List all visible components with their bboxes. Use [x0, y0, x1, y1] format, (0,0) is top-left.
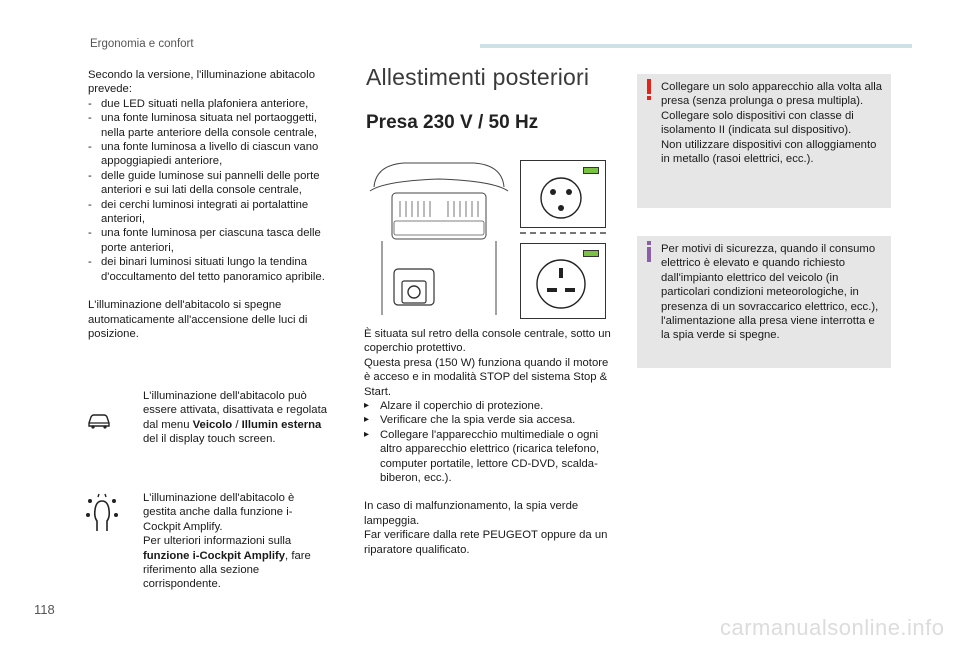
list-item: ▸ Alzare il coperchio di protezione. [364, 400, 544, 413]
socket-heading: Presa 230 V / 50 Hz [366, 112, 539, 133]
service-text: Far verificare dalla rete PEUGEOT oppure da un riparatore qualificato. [364, 529, 608, 556]
list-item: ▸ Verificare che la spia verde sia accesa. [364, 414, 576, 427]
section-title: Ergonomia e confort [90, 38, 194, 50]
note-touchscreen: L'illuminazione dell'abitacolo può essere attivata, disattivata e regolata dal menu Veicolo / Illumin esterna del il display touch screen. [143, 390, 327, 446]
car-icon [86, 412, 112, 430]
outro-text: L'illuminazione dell'abitacolo si spegne automaticamente all'accensione delle luci di posizione. [88, 299, 308, 340]
dashed-separator [520, 232, 606, 234]
socket-uk-illustration [520, 160, 606, 228]
list-item: - due LED situati nella plafoniera anteriore, [88, 97, 309, 110]
list-item: - una fonte luminosa situata nel portaoggetti, nella parte anteriore della console centrale, [88, 112, 318, 139]
intro-text: Secondo la versione, l'illuminazione abitacolo prevede: [88, 69, 315, 96]
warning-box [637, 74, 891, 208]
header-accent-bar [480, 44, 912, 48]
list-item: - dei binari luminosi situati lungo la tendina d'occultamento del tetto panoramico apribile. [88, 256, 325, 283]
operation-text: Questa presa (150 W) funziona quando il motore è acceso e in modalità STOP del sistema Stop & Start. [364, 356, 609, 398]
watermark: carmanualsonline.info [720, 615, 945, 640]
warning-text: Collegare un solo apparecchio alla volta alla presa (senza prolunga o presa multipla). Collegare solo dispositivi con classe di isolamento II (indicata sul dispositivo). Non utilizzare dispositivi con alloggiamento in metallo (rasoi elettrici, ecc.). [661, 81, 883, 166]
step-list [364, 399, 614, 485]
note-i-cockpit: L'illuminazione dell'abitacolo è gestita anche dalla funzione i-Cockpit Amplify. Per ulteriori informazioni sulla funzione i-Cockpit Amplify, fare riferimento alla sezione corrispondente. [143, 492, 311, 591]
i-cockpit-amplify-icon [84, 493, 120, 535]
section-heading: Allestimenti posteriori [366, 64, 590, 90]
left-column [88, 68, 340, 341]
list-item: - dei cerchi luminosi integrati ai portalattine anteriori, [88, 198, 309, 226]
list-item: - una fonte luminosa per ciascuna tasca delle porte anteriori, [88, 227, 321, 254]
warning-exclamation-icon [646, 79, 652, 101]
lighting-list [88, 97, 340, 284]
list-item: ▸ Collegare l'apparecchio multimediale o ogni altro apparecchio elettrico (ricarica telefono, computer portatile, lettore CD-DVD, scalda-biberon, ecc.). [364, 428, 600, 485]
list-item: - delle guide luminose sui pannelli delle porte anteriori e sui lati della console centrale, [88, 169, 320, 197]
location-text: È situata sul retro della console centrale, sotto un coperchio protettivo. [364, 328, 611, 355]
info-text: Per motivi di sicurezza, quando il consumo elettrico è elevato e quando richiesto dall'impianto elettrico del veicolo (in particolari condizioni meteorologiche, in presenza di un sovraccarico elettrico, ecc.), l'alimentazione alla presa viene interrotta e la spia verde si spegne. [661, 243, 879, 342]
malfunction-text: In caso di malfunzionamento, la spia verde lampeggia. [364, 500, 579, 527]
list-item: - una fonte luminosa a livello di ciascun vano appoggiapiedi anteriore, [88, 141, 319, 168]
socket-ch-illustration [520, 243, 606, 319]
page-number: 118 [34, 602, 55, 617]
socket-description [364, 327, 614, 557]
info-box [637, 236, 891, 368]
console-illustration [364, 157, 514, 317]
info-i-icon [646, 241, 652, 263]
